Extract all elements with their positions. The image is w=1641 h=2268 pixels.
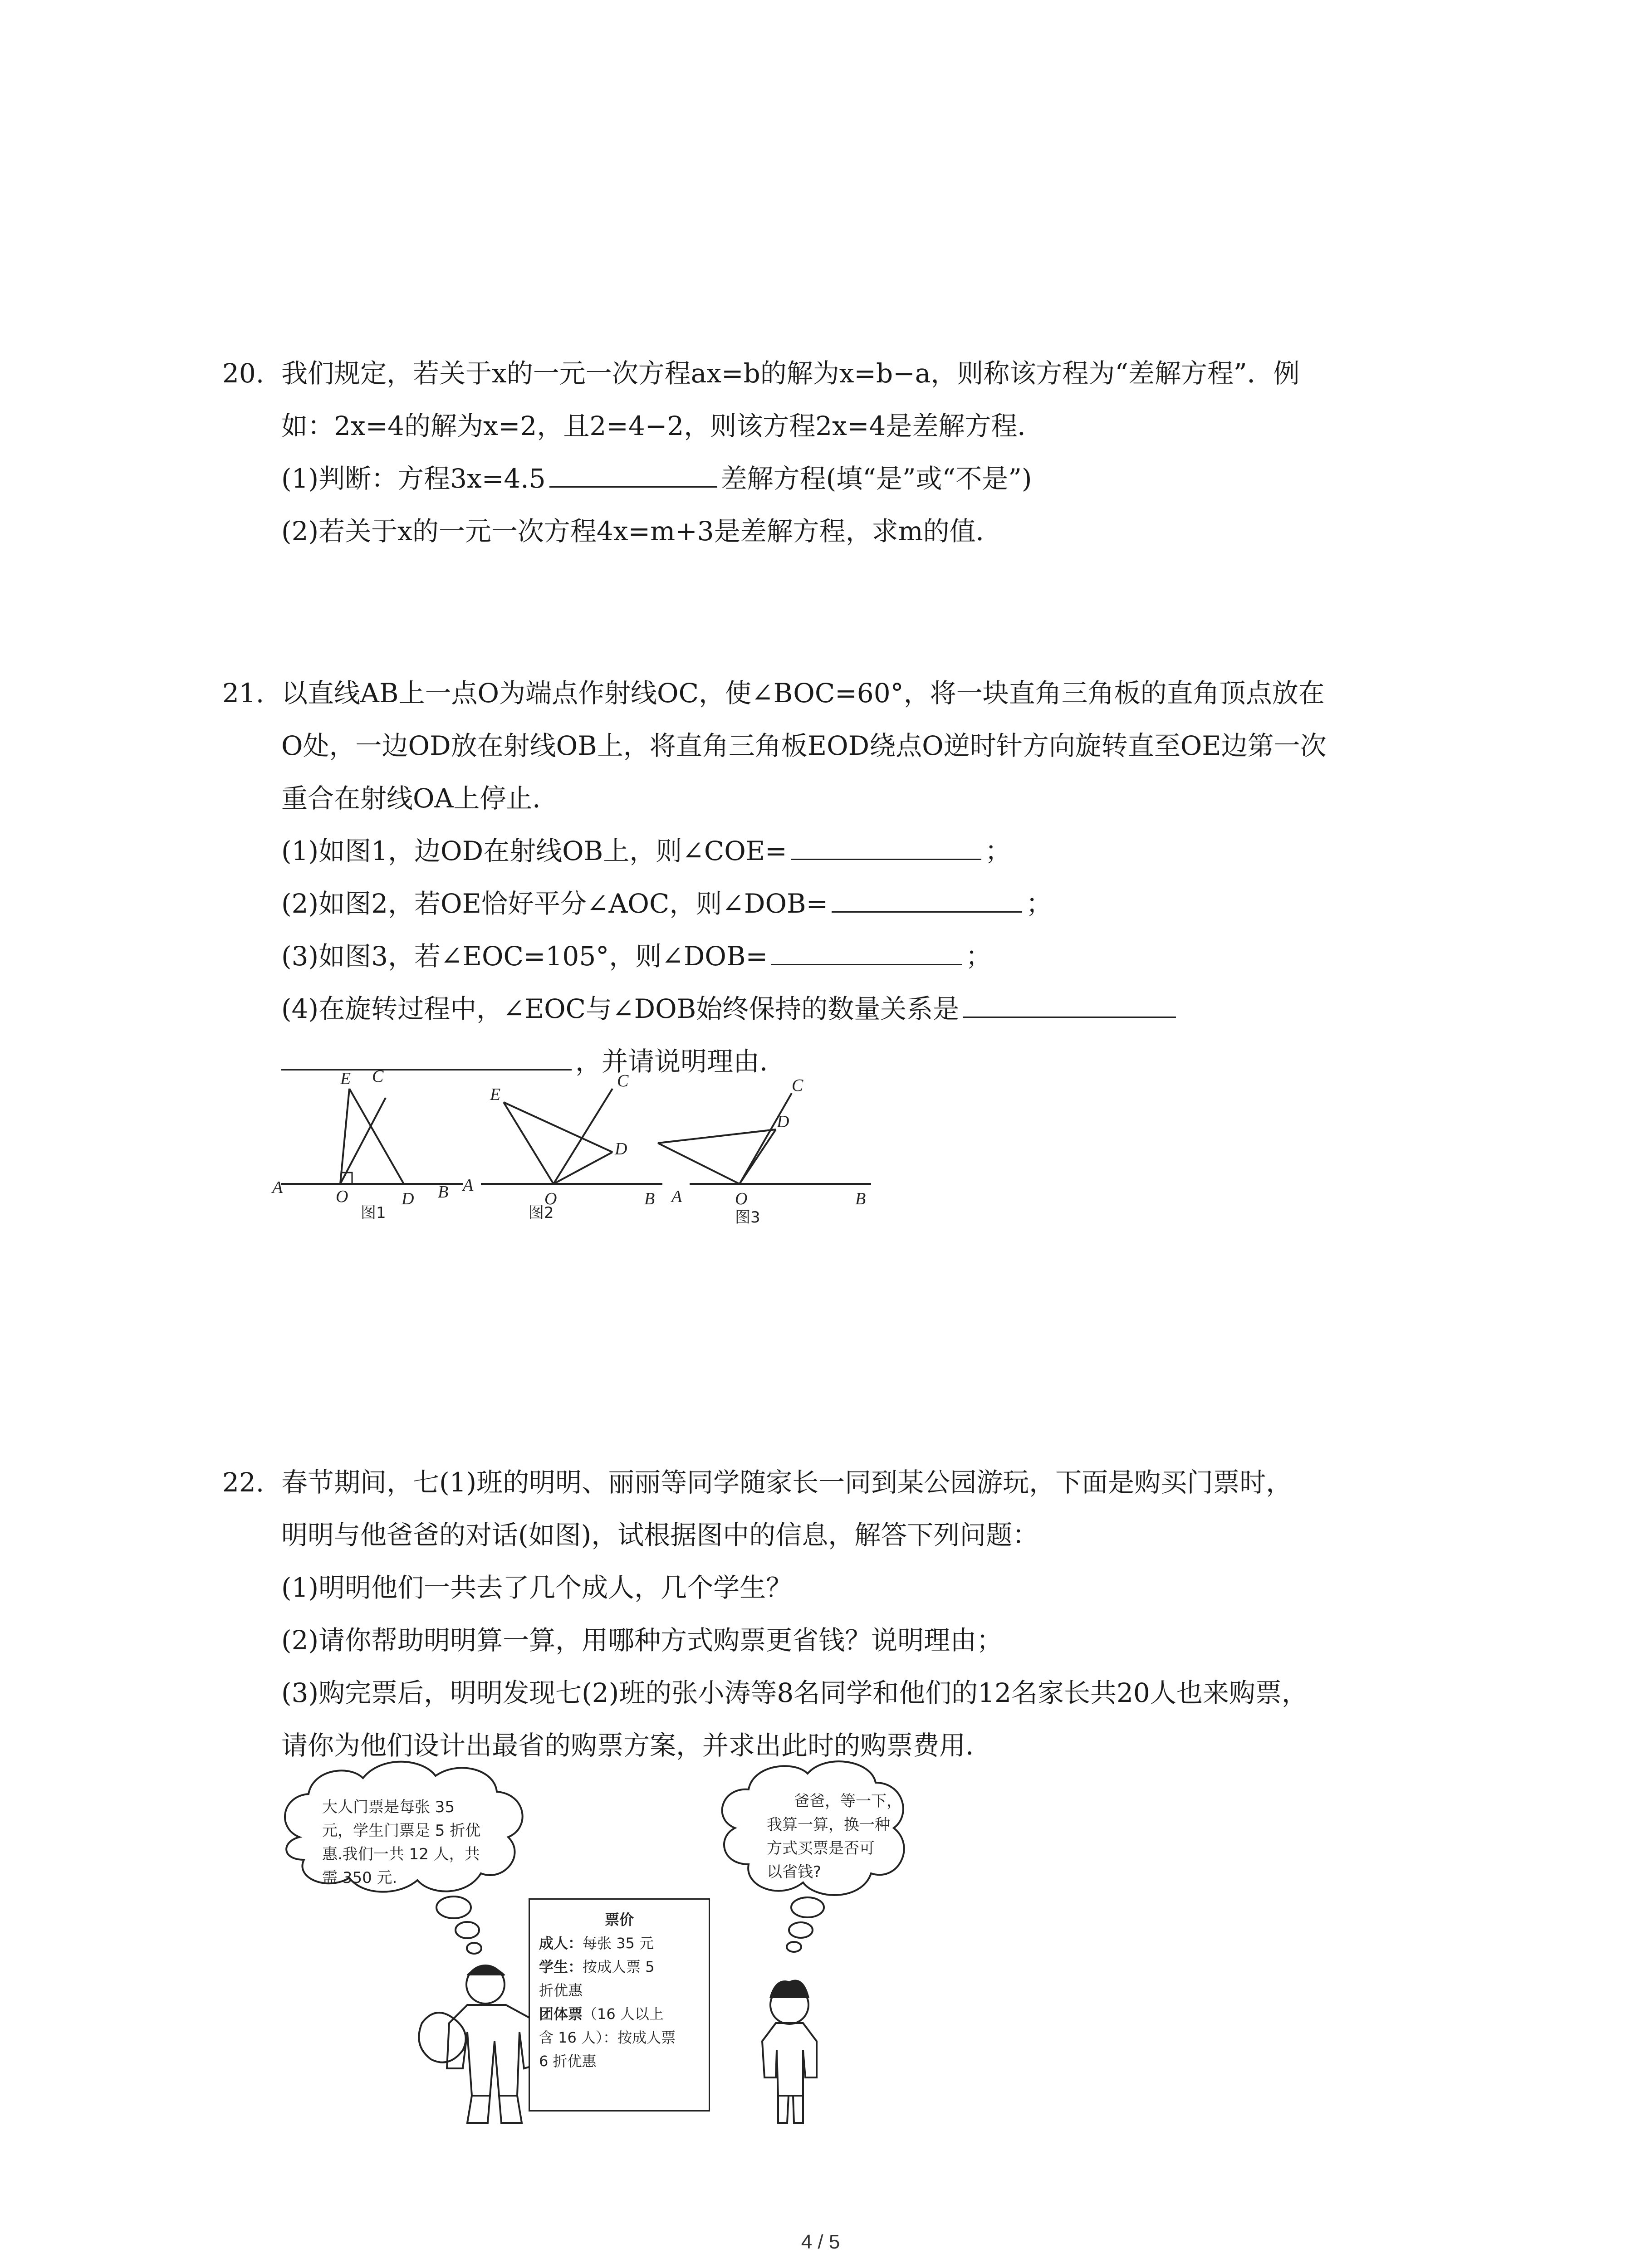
- ticket-price-board: [529, 1898, 710, 2112]
- speech-line: 以省钱?: [767, 1863, 822, 1881]
- subquestion-3-text: (3)如图3，若∠EOC=105°，则∠DOB=: [281, 941, 768, 972]
- speech-boy: [767, 1789, 902, 1884]
- price-adult-label: 成人：: [539, 1935, 583, 1952]
- price-group: [539, 2002, 700, 2026]
- subquestion-1-text: (1)如图1，边OD在射线OB上，则∠COE=: [281, 836, 787, 866]
- price-group-label: 团体票: [539, 2005, 583, 2023]
- figure-1-svg: [272, 1061, 481, 1225]
- point-label-b: B: [438, 1183, 449, 1202]
- point-label-e: E: [340, 1069, 351, 1088]
- question-text: 我们规定，若关于x的一元一次方程ax=b的解为x=b−a，则称该方程为“差解方程”．例: [281, 358, 1300, 389]
- price-adult-text: 每张 35 元: [583, 1935, 654, 1952]
- subquestion-1: (1)明明他们一共去了几个成人，几个学生？: [281, 1572, 793, 1603]
- speech-line: 惠.我们一共 12 人，共: [322, 1845, 480, 1863]
- subquestion-4-text: (4)在旋转过程中，∠EOC与∠DOB始终保持的数量关系是: [281, 993, 960, 1024]
- subquestion-3: [222, 930, 1474, 982]
- subquestion-3: (3)购完票后，明明发现七(2)班的张小涛等8名同学和他们的12名家长共20人也来购票，: [281, 1677, 1308, 1708]
- answer-blank[interactable]: [791, 832, 981, 860]
- question-text-line3: 重合在射线OA上停止．: [281, 783, 559, 814]
- point-label-b: B: [855, 1189, 866, 1208]
- figure-2-svg: [463, 1061, 676, 1225]
- subquestion-1: [222, 452, 1474, 505]
- figure-1: [272, 1061, 481, 1227]
- father-figure: [419, 1965, 540, 2123]
- price-student: [539, 1955, 700, 1979]
- boy-figure: [762, 1981, 817, 2123]
- question-number: 20.: [222, 358, 265, 389]
- price-group-text-cont2: 6 折优惠: [539, 2053, 597, 2070]
- price-student-label: 学生：: [539, 1958, 583, 1975]
- point-label-e: E: [490, 1085, 501, 1104]
- subquestion-3-tail: ；: [965, 941, 992, 972]
- answer-blank[interactable]: [549, 460, 717, 488]
- point-label-o: O: [336, 1187, 348, 1206]
- figure-caption: 图3: [735, 1208, 760, 1227]
- subquestion-2: [222, 877, 1474, 930]
- page-number: 4 / 5: [801, 2231, 840, 2253]
- point-label-o: O: [544, 1189, 557, 1208]
- question-text-line2: 如：2x=4的解为x=2，且2=4−2，则该方程2x=4是差解方程．: [281, 411, 1044, 441]
- question-number: 22.: [222, 1467, 265, 1498]
- speech-line: 需 350 元.: [322, 1869, 397, 1887]
- subquestion-4-tail: ，并请说明理由．: [575, 1046, 786, 1077]
- subquestion-3-cont: 请你为他们设计出最省的购票方案，并求出此时的购票费用．: [281, 1730, 992, 1761]
- question-text-line2: O处，一边OD放在射线OB上，将直角三角板EOD绕点O逆时针方向旋转直至OE边第一次: [281, 730, 1327, 761]
- speech-line: 我算一算，换一种: [767, 1816, 890, 1834]
- speech-line: 大人门票是每张 35: [322, 1798, 455, 1816]
- figure-3-svg: [671, 1061, 889, 1225]
- price-student-text-cont: 折优惠: [539, 1982, 583, 1999]
- point-label-o: O: [735, 1189, 748, 1208]
- answer-blank[interactable]: [832, 885, 1022, 913]
- point-label-a: A: [671, 1187, 682, 1206]
- speech-father: [322, 1795, 480, 1890]
- figure-caption: 图1: [361, 1204, 386, 1222]
- figure-caption: 图2: [529, 1204, 554, 1222]
- point-label-a: A: [463, 1176, 474, 1195]
- question-text: 春节期间，七(1)班的明明、丽丽等同学随家长一同到某公园游玩，下面是购买门票时，: [281, 1467, 1293, 1498]
- point-label-c: C: [617, 1071, 629, 1090]
- subquestion-2-tail: ；: [1026, 888, 1053, 919]
- question-text-line2: 明明与他爸爸的对话(如图)，试根据图中的信息，解答下列问题：: [281, 1520, 1039, 1550]
- point-label-d: D: [402, 1189, 414, 1208]
- subquestion-2-text: (2)如图2，若OE恰好平分∠AOC，则∠DOB=: [281, 888, 828, 919]
- point-label-c: C: [372, 1067, 384, 1086]
- price-group-text-cont: 含 16 人）：按成人票: [539, 2029, 676, 2046]
- subquestion-1-tail: 差解方程(填“是”或“不是”): [720, 463, 1032, 494]
- subquestion-1-tail: ；: [985, 836, 1011, 866]
- point-label-d: D: [777, 1112, 789, 1131]
- point-label-d: D: [615, 1139, 627, 1158]
- question-21: [222, 667, 1474, 1088]
- speech-line: 方式买票是否可: [767, 1839, 875, 1857]
- figure-2: [463, 1061, 676, 1227]
- point-label-b: B: [644, 1189, 655, 1208]
- subquestion-2: (2)若关于x的一元一次方程4x=m+3是差解方程，求m的值．: [281, 516, 1002, 547]
- point-label-a: A: [272, 1178, 283, 1197]
- answer-blank[interactable]: [963, 990, 1176, 1018]
- price-adult: [539, 1931, 700, 1955]
- point-label-c: C: [792, 1076, 803, 1095]
- speech-line: 元，学生门票是 5 折优: [322, 1822, 481, 1840]
- subquestion-1-text: (1)判断：方程3x=4.5: [281, 463, 546, 494]
- question-20: [222, 347, 1474, 557]
- question-text: 以直线AB上一点O为端点作射线OC，使∠BOC=60°，将一块直角三角板的直角顶点放在: [281, 678, 1325, 709]
- price-group-text: （16 人以上: [583, 2005, 664, 2023]
- price-board-title: 票价: [604, 1911, 634, 1928]
- answer-blank[interactable]: [771, 938, 962, 965]
- subquestion-4: [222, 982, 1474, 1035]
- figure-3: [671, 1061, 889, 1227]
- subquestion-1: [222, 825, 1474, 877]
- subquestion-2: (2)请你帮助明明算一算，用哪种方式购票更省钱？说明理由；: [281, 1625, 1003, 1656]
- price-student-text: 按成人票 5: [583, 1958, 655, 1975]
- speech-line: 爸爸，等一下，: [794, 1792, 902, 1810]
- question-22: [222, 1456, 1474, 1772]
- question-number: 21.: [222, 678, 265, 709]
